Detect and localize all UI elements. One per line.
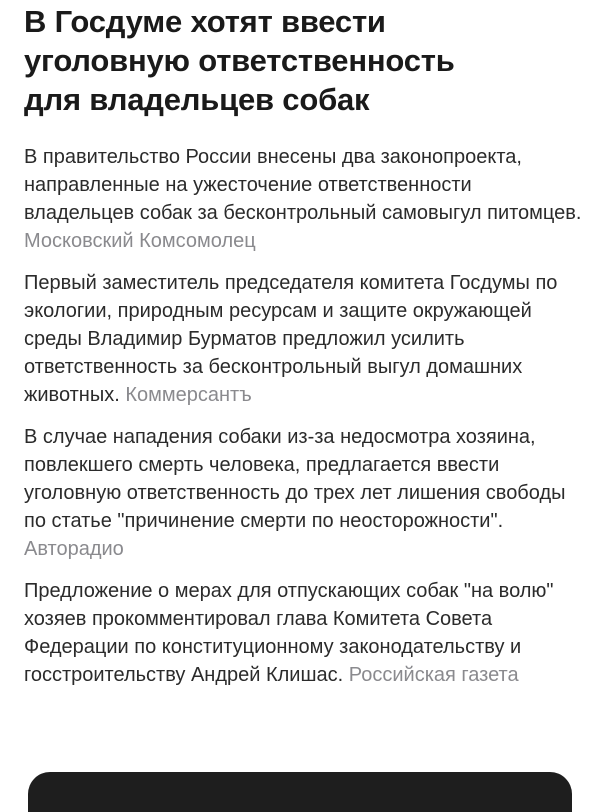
article-paragraph — [24, 143, 584, 255]
source-link-moskovsky-komsomolets[interactable]: Московский Комсомолец — [24, 230, 256, 252]
paragraph-text: В правительство России внесены два законопроекта, направленные на ужесточение ответственности владельцев собак за бесконтрольный самовыгул питомцев. — [24, 146, 582, 224]
article-paragraph — [24, 423, 584, 563]
article-paragraph — [24, 269, 584, 409]
article-body — [24, 143, 584, 689]
next-card-preview[interactable] — [28, 772, 572, 812]
article-paragraph — [24, 577, 584, 689]
news-article — [24, 2, 584, 689]
paragraph-text: Первый заместитель председателя комитета Госдумы по экологии, природным ресурсам и защите окружающей среды Владимир Бурматов предложил усилить ответственность за бесконтрольный выгул домашних животных. — [24, 272, 558, 406]
paragraph-text: В случае нападения собаки из-за недосмотра хозяина, повлекшего смерть человека, предлагается ввести уголовную ответственность до трех лет лишения свободы по статье "причинение смерти по неосторожности". — [24, 426, 566, 532]
paragraph-text: Предложение о мерах для отпускающих собак "на волю" хозяев прокомментировал глава Комитета Совета Федерации по конституционному законодательству и госстроительству Андрей Клишас. — [24, 580, 554, 686]
source-link-avtoradio[interactable]: Авторадио — [24, 538, 124, 560]
source-link-kommersant[interactable]: Коммерсантъ — [125, 384, 252, 406]
article-headline: В Госдуме хотят ввести уголовную ответственность для владельцев собак — [24, 4, 455, 117]
source-link-rossiyskaya-gazeta[interactable]: Российская газета — [348, 664, 519, 686]
